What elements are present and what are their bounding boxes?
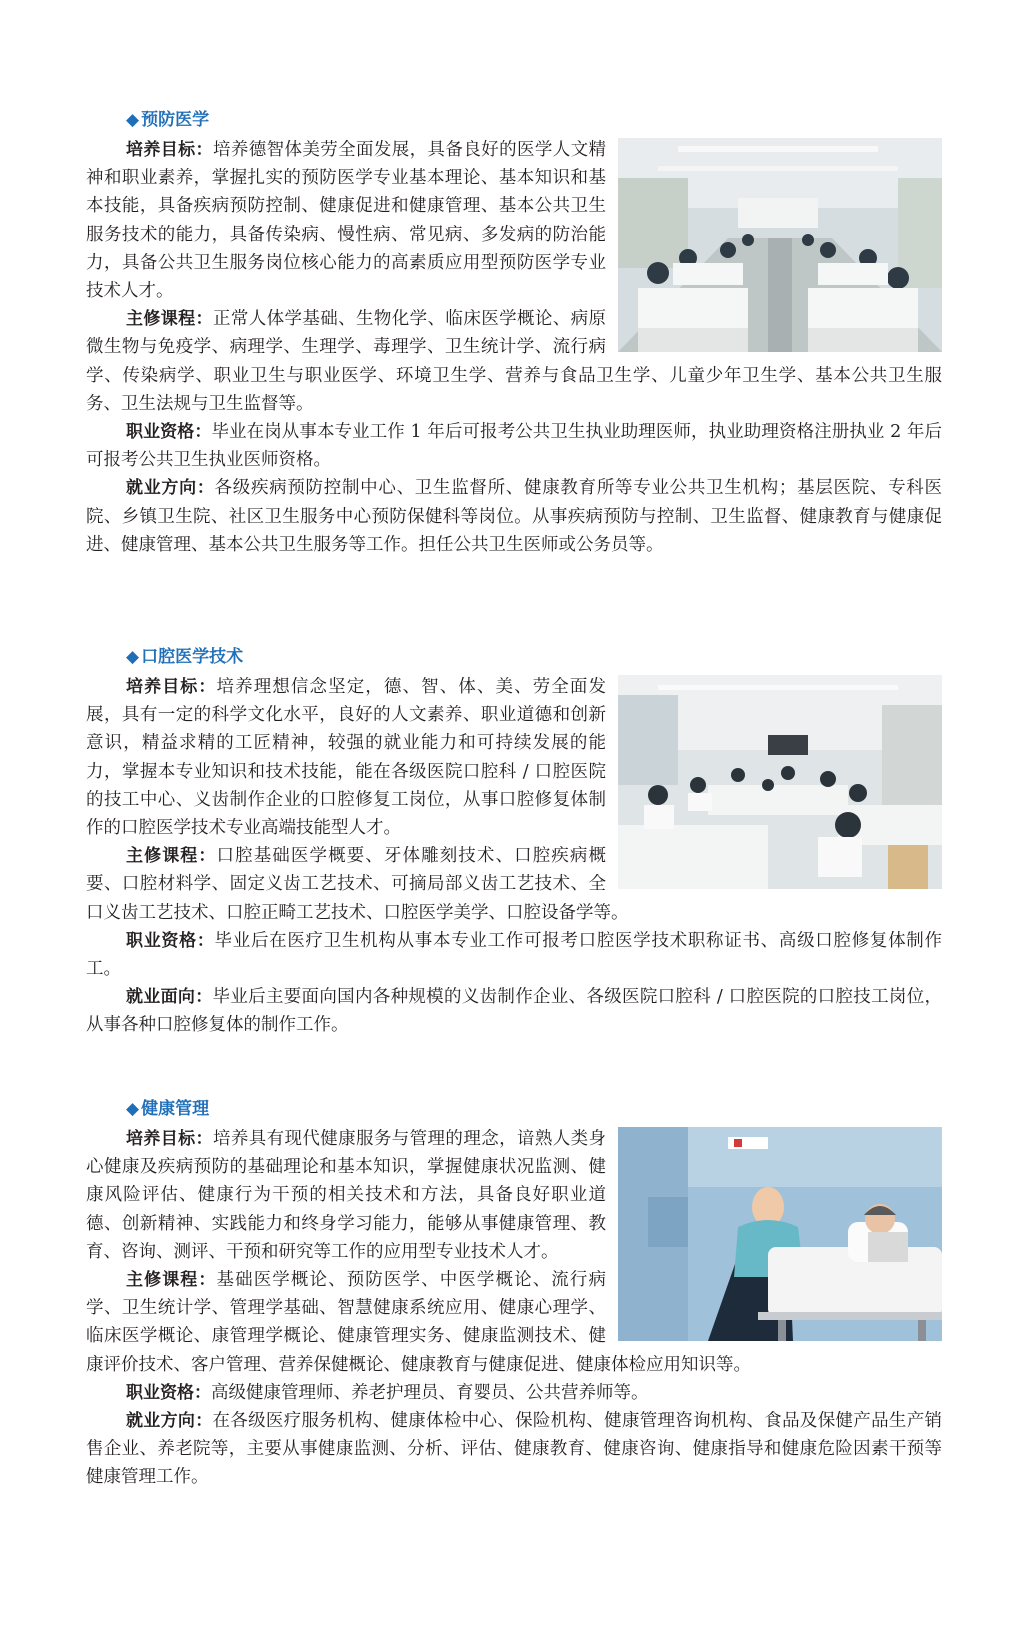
patient-care-photo	[618, 1127, 942, 1341]
item-label: 主修课程：	[126, 1270, 217, 1291]
item-label: 就业方向：	[126, 478, 215, 499]
item-text: 毕业后主要面向国内各种规模的义齿制作企业、各级医院口腔科 / 口腔医院的口腔技工岗位，从事各种口腔修复体的制作工作。	[86, 987, 943, 1036]
employment-paragraph	[86, 474, 942, 559]
section-health-management	[86, 1097, 942, 1492]
item-label: 培养目标：	[126, 677, 217, 697]
item-text: 在各级医疗服务机构、健康体检中心、保险机构、健康管理咨询机构、食品及保健产品生产销售企业、养老院等，主要从事健康监测、分析、评估、健康教育、健康咨询、健康指导和健康危险因素干预等健康管理工作。	[86, 1411, 942, 1488]
qualification-paragraph	[86, 927, 942, 983]
qualification-paragraph	[86, 1379, 942, 1407]
item-text: 基础医学概论、预防医学、中医学概论、流行病学、卫生统计学、管理学基础、智慧健康系统应用、健康心理学、临床医学概论、康管理学概论、健康管理实务、健康监测技术、健康评价技术、客户管理、营养保健概论、健康教育与健康促进、健康体检应用知识等。	[86, 1270, 751, 1375]
section-title	[126, 1097, 942, 1121]
item-text: 培养具有现代健康服务与管理的理念，谙熟人类身心健康及疾病预防的基础理论和基本知识，掌握健康状况监测、健康风险评估、健康行为干预的相关技术和方法，具备良好职业道德、创新精神、实践能力和终身学习能力，能够从事健康管理、教育、咨询、测评、干预和研究等工作的应用型专业技术人才。	[86, 1129, 607, 1262]
item-text: 毕业在岗从事本专业工作 1 年后可报考公共卫生执业助理医师，执业助理资格注册执业 2 年后可报考公共卫生执业医师资格。	[86, 422, 943, 471]
item-label: 职业资格：	[126, 1382, 211, 1403]
item-label: 培养目标：	[126, 1129, 213, 1149]
item-text: 正常人体学基础、生物化学、临床医学概论、病原微生物与免疫学、病理学、生理学、毒理学、卫生统计学、流行病学、传染病学、职业卫生与职业医学、环境卫生学、营养与食品卫生学、儿童少年卫生学、基本公共卫生服务、卫生法规与卫生监督等。	[86, 309, 942, 414]
item-text: 口腔基础医学概要、牙体雕刻技术、口腔疾病概要、口腔材料学、固定义齿工艺技术、可摘局部义齿工艺技术、全口义齿工艺技术、口腔正畸工艺技术、口腔医学美学、口腔设备学等。	[86, 846, 629, 923]
item-label: 职业资格：	[126, 930, 215, 951]
employment-paragraph	[86, 1407, 942, 1492]
item-text: 高级健康管理师、养老护理员、育婴员、公共营养师等。	[211, 1382, 649, 1403]
item-label: 培养目标：	[126, 140, 213, 160]
employment-paragraph	[86, 983, 942, 1039]
item-label: 主修课程：	[126, 309, 213, 330]
item-label: 职业资格：	[126, 422, 212, 443]
item-label: 主修课程：	[126, 846, 217, 867]
item-text: 各级疾病预防控制中心、卫生监督所、健康教育所等专业公共卫生机构；基层医院、专科医院、乡镇卫生院、社区卫生服务中心预防保健科等岗位。从事疾病预防与控制、卫生监督、健康教育与健康促进、健康管理、基本公共卫生服务等工作。担任公共卫生医师或公务员等。	[86, 478, 943, 555]
item-text: 培养理想信念坚定，德、智、体、美、劳全面发展，具有一定的科学文化水平，良好的人文素养、职业道德和创新意识，精益求精的工匠精神，较强的就业能力和可持续发展的能力，掌握本专业知识和技术技能，能在各级医院口腔科 / 口腔医院的技工中心、义齿制作企业的口腔修复工岗位，从事口腔修复体制作的口腔医学技术专业高端技能型人才。	[86, 677, 606, 839]
section-dental-technology	[86, 645, 942, 1040]
section-preventive-medicine	[86, 108, 942, 559]
diamond-bullet-icon: ◆	[126, 1099, 140, 1119]
item-text: 毕业后在医疗卫生机构从事本专业工作可报考口腔医学技术职称证书、高级口腔修复体制作工。	[86, 930, 943, 980]
section-title	[126, 108, 942, 132]
section-title-text: 口腔医学技术	[141, 647, 244, 667]
section-title	[126, 645, 942, 669]
qualification-paragraph	[86, 418, 942, 474]
section-title-text: 预防医学	[141, 110, 210, 130]
item-label: 就业面向：	[126, 987, 213, 1008]
classroom-photo	[618, 138, 942, 352]
diamond-bullet-icon: ◆	[126, 110, 140, 130]
dental-lab-photo	[618, 675, 942, 889]
diamond-bullet-icon: ◆	[126, 647, 140, 667]
item-label: 就业方向：	[126, 1411, 213, 1432]
section-title-text: 健康管理	[141, 1099, 210, 1119]
item-text: 培养德智体美劳全面发展，具备良好的医学人文精神和职业素养，掌握扎实的预防医学专业基本理论、基本知识和基本技能，具备疾病预防控制、健康促进和健康管理、基本公共卫生服务技术的能力，具备传染病、慢性病、常见病、多发病的防治能力，具备公共卫生服务岗位核心能力的高素质应用型预防医学专业技术人才。	[86, 140, 607, 302]
